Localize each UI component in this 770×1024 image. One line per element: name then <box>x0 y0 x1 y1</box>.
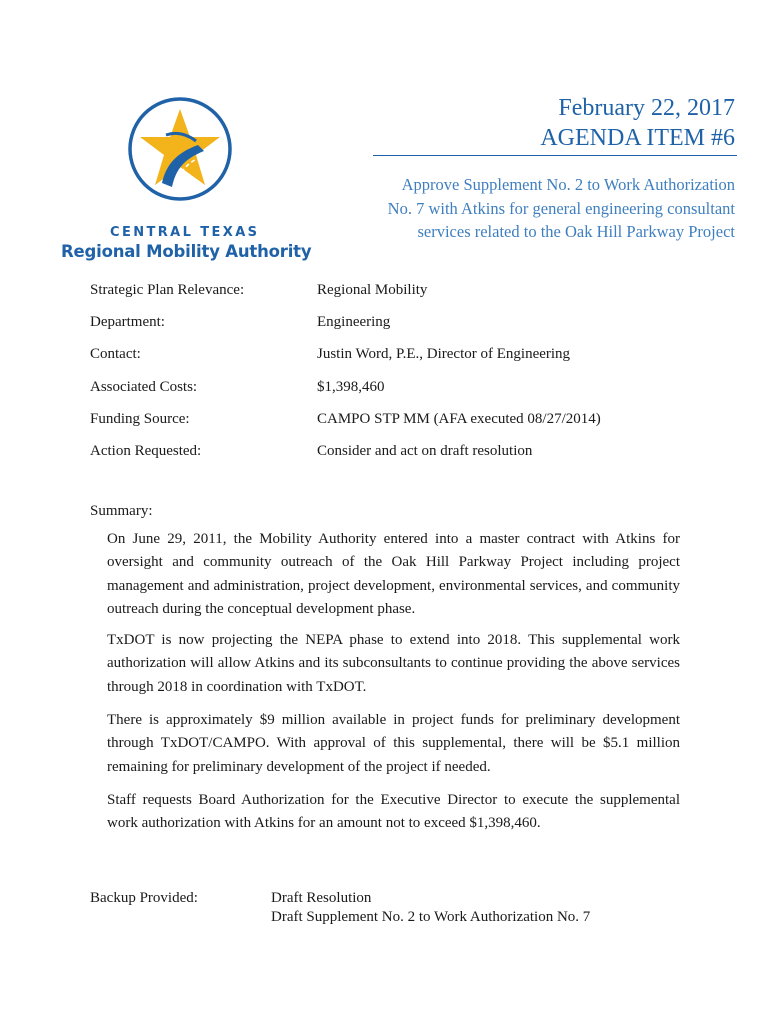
meeting-date: February 22, 2017 <box>558 95 735 121</box>
header <box>540 93 735 153</box>
field-value: $1,398,460 <box>317 378 385 395</box>
logo-line2: Regional Mobility Authority <box>61 242 312 261</box>
backup-list <box>271 889 590 927</box>
field-label: Action Requested: <box>90 442 202 459</box>
rma-logo <box>58 95 312 270</box>
field-row <box>90 346 730 378</box>
backup-item: Draft Resolution <box>271 890 372 906</box>
fields-table <box>90 282 730 475</box>
summary-paragraph: On June 29, 2011, the Mobility Authority entered into a master contract with Atkins for oversight and community outreach of the Oak Hill Parkway Project including project management and administration, project development, environmental services, and community outreach during the conceptual development phase. <box>107 531 680 617</box>
agenda-subtitle: Approve Supplement No. 2 to Work Authorization No. 7 with Atkins for general engineering consultant services related to the Oak Hill Parkway Project <box>387 175 735 241</box>
agenda-item: AGENDA ITEM #6 <box>540 125 735 151</box>
field-row <box>90 282 730 314</box>
star-road-icon <box>126 95 234 203</box>
logo-line1: CENTRAL TEXAS <box>110 225 260 240</box>
field-row <box>90 314 730 346</box>
backup-label: Backup Provided: <box>90 890 198 906</box>
field-label: Funding Source: <box>90 410 190 427</box>
field-row <box>90 443 730 475</box>
field-value: Justin Word, P.E., Director of Engineering <box>317 346 571 363</box>
field-label: Contact: <box>90 346 141 363</box>
field-value: Consider and act on draft resolution <box>317 442 533 459</box>
field-label: Associated Costs: <box>90 378 198 395</box>
field-row <box>90 379 730 411</box>
field-row <box>90 411 730 443</box>
field-label: Department: <box>90 314 165 331</box>
backup-item: Draft Supplement No. 2 to Work Authorization No. 7 <box>271 909 591 925</box>
field-value: Engineering <box>317 314 391 331</box>
header-divider <box>373 155 737 156</box>
summary-label: Summary: <box>90 503 153 519</box>
summary-paragraph: There is approximately $9 million available in project funds for preliminary development through TxDOT/CAMPO. With approval of this supplemental, there will be $5.1 million remaining for preliminary development of the project if needed. <box>107 712 680 775</box>
field-label: Strategic Plan Relevance: <box>90 282 245 298</box>
field-value: CAMPO STP MM (AFA executed 08/27/2014) <box>317 410 601 427</box>
summary-paragraph: Staff requests Board Authorization for the Executive Director to execute the supplemental work authorization with Atkins for an amount not to exceed $1,398,460. <box>107 792 680 832</box>
summary-paragraph: TxDOT is now projecting the NEPA phase to extend into 2018. This supplemental work authorization will allow Atkins and its subconsultants to continue providing the above services through 2018 in coordination with TxDOT. <box>107 632 680 695</box>
field-value: Regional Mobility <box>317 282 428 298</box>
